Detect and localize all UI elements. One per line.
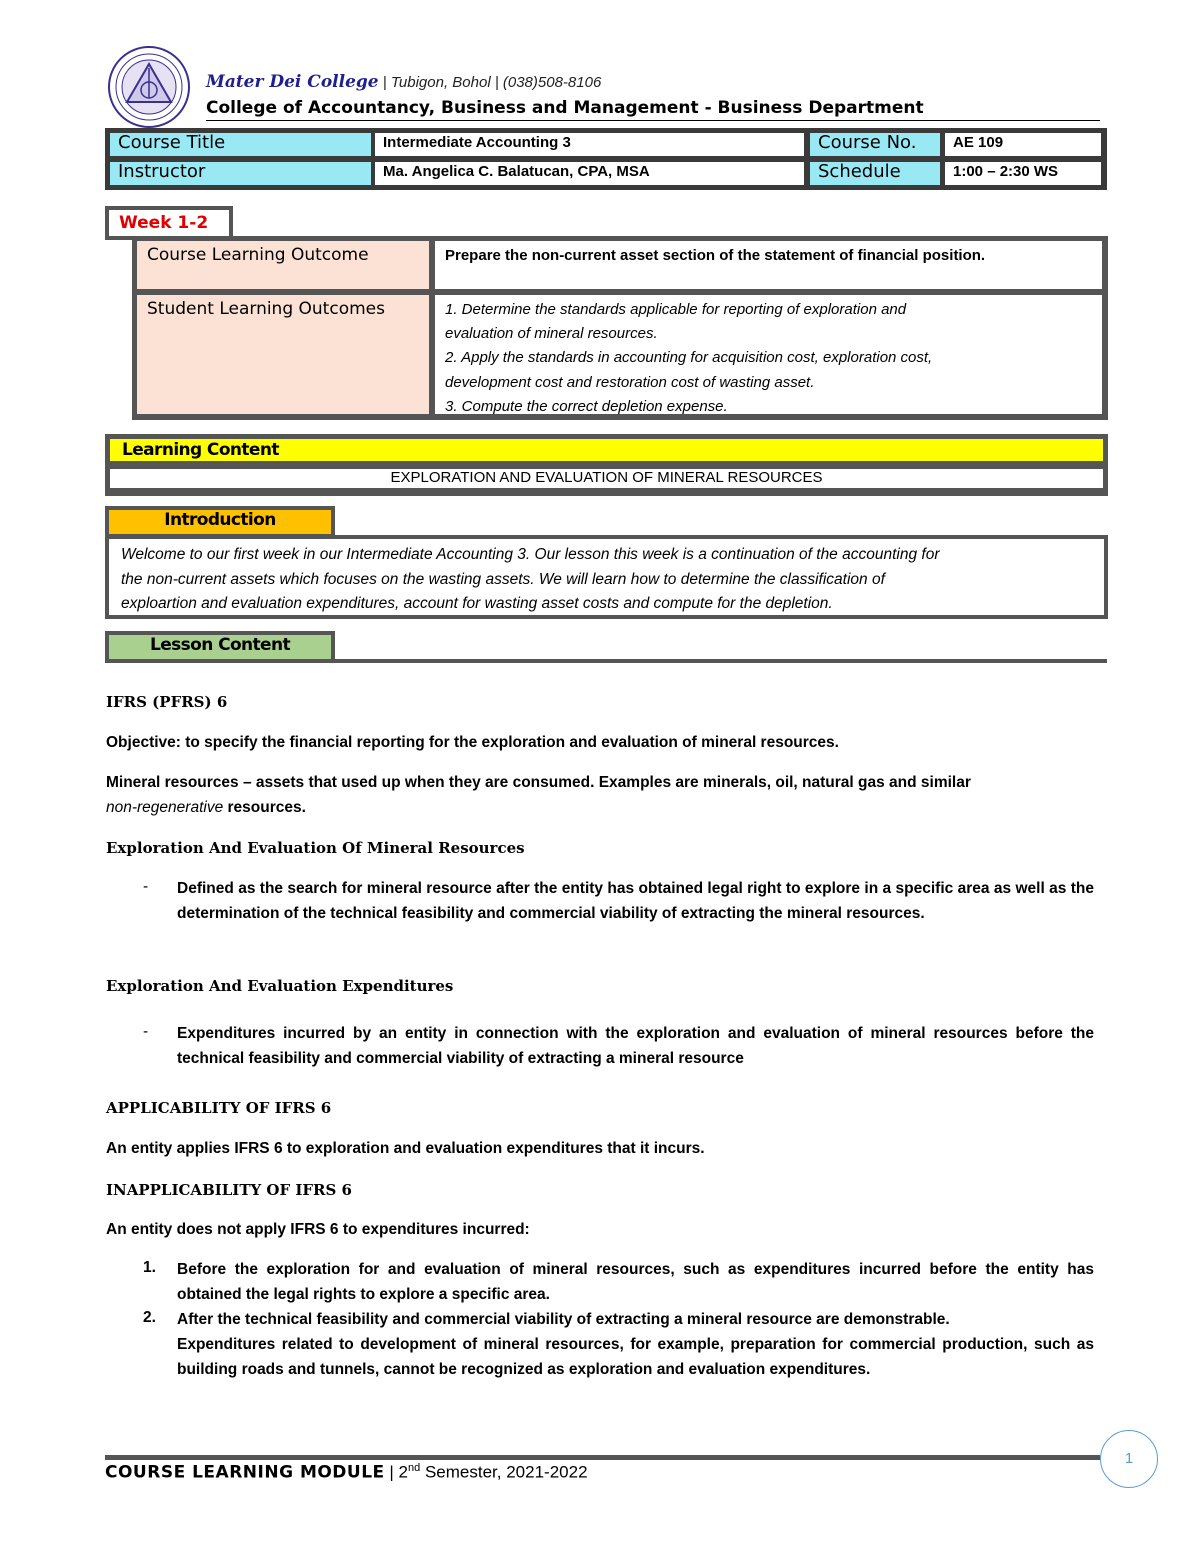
- slo-line: evaluation of mineral resources.: [445, 325, 658, 343]
- list-number: 2.: [143, 1309, 156, 1326]
- intro-line: exploartion and evaluation expenditures, account for wasting asset costs and compute for the depletion.: [121, 595, 833, 612]
- list-item: Before the exploration for and evaluation of mineral resources, such as expenditures incurred before the entity has obtained the legal rights to explore a specific area.: [177, 1261, 1094, 1303]
- slo-line: 3. Compute the correct depletion expense.: [445, 397, 728, 415]
- department-title: College of Accountancy, Business and Management - Business Department: [206, 98, 924, 118]
- inapplicability-text: An entity does not apply IFRS 6 to expenditures incurred:: [106, 1221, 530, 1238]
- clo-row: [132, 236, 1108, 294]
- eer-definition: Defined as the search for mineral resource after the entity has obtained legal right to explore in a specific area as well as the determination of the technical feasibility and commercial viability of extracting the mineral resources.: [177, 880, 1094, 922]
- lesson-content-tab: Lesson Content: [105, 631, 335, 663]
- slo-list: [435, 295, 1102, 414]
- footer-semester: Semester, 2021-2022: [420, 1462, 588, 1482]
- clo-label: Course Learning Outcome: [137, 241, 429, 289]
- eer-heading: Exploration And Evaluation Of Mineral Resources: [106, 839, 525, 857]
- course-no-value: AE 109: [945, 133, 1101, 156]
- mineral-italic: non-regenerative: [106, 798, 224, 816]
- footer-sup: nd: [408, 1462, 421, 1474]
- learning-content-label: Learning Content: [110, 439, 1103, 461]
- course-title-value: Intermediate Accounting 3: [375, 133, 804, 156]
- eee-definition: Expenditures incurred by an entity in connection with the exploration and evaluation of mineral resources before the technical feasibility and commercial viability of extracting a mineral resource: [177, 1025, 1094, 1067]
- introduction-text: [105, 535, 1108, 619]
- course-no-label: Course No.: [810, 133, 940, 156]
- learning-content-box: [105, 434, 1108, 496]
- applicability-heading: APPLICABILITY OF IFRS 6: [106, 1099, 332, 1117]
- list-item: After the technical feasibility and commercial viability of extracting a mineral resource are demonstrable.: [177, 1311, 950, 1328]
- schedule-value: 1:00 – 2:30 WS: [945, 162, 1101, 185]
- footer: [105, 1462, 588, 1483]
- introduction-tab: Introduction: [105, 506, 335, 538]
- slo-line: 1. Determine the standards applicable for reporting of exploration and: [445, 301, 907, 318]
- mineral-line: Mineral resources – assets that used up when they are consumed. Examples are minerals, oil, natural gas and similar: [106, 774, 971, 791]
- course-title-label: Course Title: [110, 133, 371, 156]
- college-logo: [108, 46, 190, 128]
- course-info-table: [105, 128, 1107, 190]
- mineral-resources-text: [106, 771, 1100, 820]
- slo-line: 2. Apply the standards in accounting for acquisition cost, exploration cost,: [445, 349, 933, 367]
- intro-line: the non-current assets which focuses on the wasting assets. We will learn how to determine the classification of: [121, 570, 885, 588]
- header-divider: [206, 120, 1100, 121]
- instructor-value: Ma. Angelica C. Balatucan, CPA, MSA: [375, 162, 804, 185]
- week-label: Week 1-2: [105, 206, 233, 240]
- learning-content-title: EXPLORATION AND EVALUATION OF MINERAL RESOURCES: [110, 469, 1103, 488]
- mineral-tail: resources.: [223, 798, 306, 816]
- schedule-label: Schedule: [810, 162, 940, 185]
- applicability-text: An entity applies IFRS 6 to exploration and evaluation expenditures that it incurs.: [106, 1140, 705, 1157]
- inapplicability-heading: INAPPLICABILITY OF IFRS 6: [106, 1181, 352, 1199]
- lesson-divider: [330, 659, 1107, 663]
- lesson-heading: IFRS (PFRS) 6: [106, 693, 228, 711]
- college-info-line: [206, 72, 601, 92]
- college-name: Mater Dei College: [206, 72, 379, 92]
- slo-label: Student Learning Outcomes: [137, 295, 429, 414]
- instructor-label: Instructor: [110, 162, 371, 185]
- eee-heading: Exploration And Evaluation Expenditures: [106, 977, 454, 995]
- slo-row: [132, 290, 1108, 420]
- mineral-line-2: [106, 796, 1100, 821]
- college-details: | Tubigon, Bohol | (038)508-8106: [378, 74, 602, 91]
- bullet-dash: -: [143, 878, 149, 895]
- footer-divider: [105, 1455, 1100, 1460]
- objective-text: Objective: to specify the financial reporting for the exploration and evaluation of mineral resources.: [106, 734, 839, 751]
- list-number: 1.: [143, 1259, 156, 1276]
- intro-line: Welcome to our first week in our Intermediate Accounting 3. Our lesson this week is a continuation of the accounting for: [121, 546, 940, 563]
- clo-text: Prepare the non-current asset section of the statement of financial position.: [435, 241, 1102, 289]
- bullet-dash: -: [143, 1023, 149, 1040]
- list-item-extra: Expenditures related to development of mineral resources, for example, preparation for commercial production, such as building roads and tunnels, cannot be recognized as exploration and evaluation expenditures.: [177, 1336, 1094, 1378]
- footer-module: COURSE LEARNING MODULE: [105, 1462, 385, 1483]
- footer-sep: | 2: [384, 1462, 408, 1482]
- slo-line: development cost and restoration cost of wasting asset.: [445, 373, 815, 391]
- page-number: 1: [1100, 1430, 1158, 1488]
